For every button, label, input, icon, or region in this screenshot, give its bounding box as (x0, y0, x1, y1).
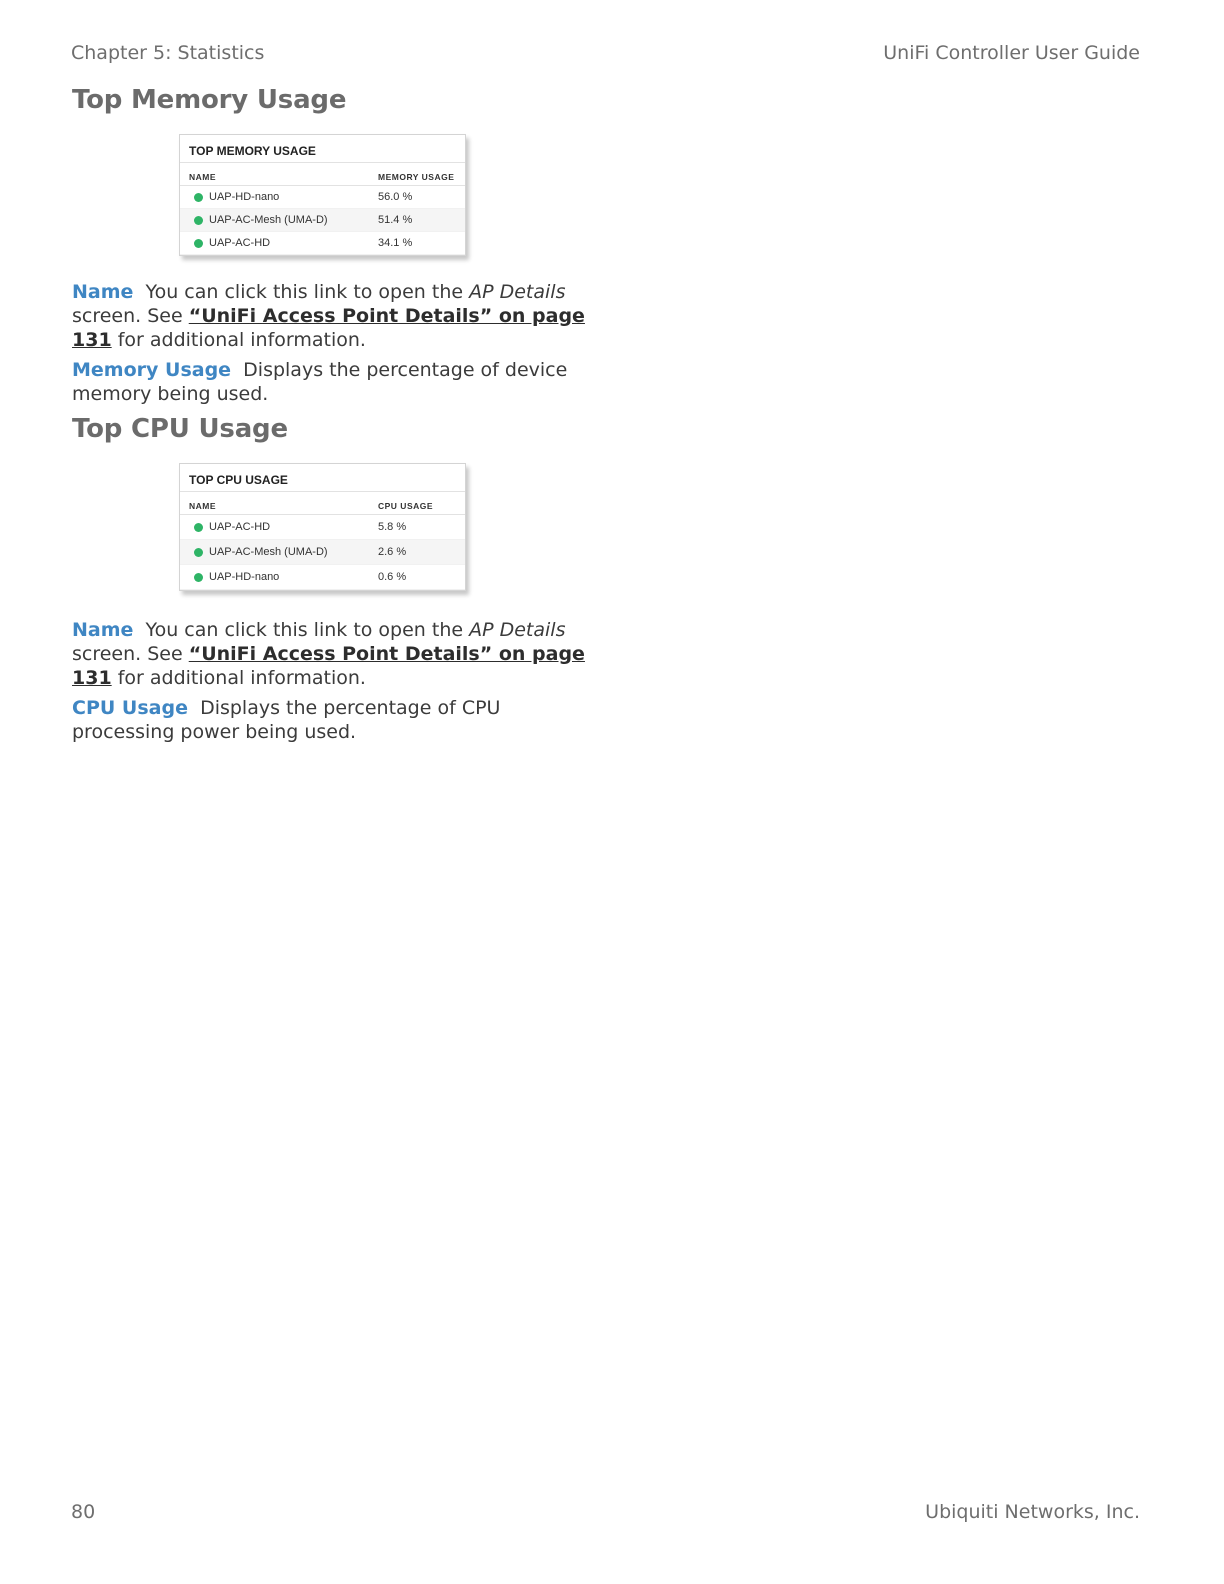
column-header-name: NAME (189, 172, 217, 182)
device-name-link[interactable]: UAP-AC-HD (209, 521, 271, 533)
description-text: for additional information. (111, 667, 366, 689)
status-connected-icon (194, 239, 203, 248)
column-header-memory-usage: MEMORY USAGE (378, 172, 455, 182)
memory-usage-description (72, 358, 592, 406)
table-row[interactable] (180, 232, 465, 255)
ap-details-page-link[interactable]: “UniFi Access Point Details” on page 131 (72, 305, 585, 351)
widget-title: TOP CPU USAGE (180, 464, 465, 492)
widget-title: TOP MEMORY USAGE (180, 135, 465, 163)
memory-usage-value: 34.1 % (378, 237, 413, 249)
column-header-cpu-usage: CPU USAGE (378, 501, 434, 511)
table-row[interactable] (180, 209, 465, 232)
name-field-description (72, 280, 592, 352)
description-text: for additional information. (111, 329, 366, 351)
page-number: 80 (71, 1501, 96, 1523)
description-text: Displays the percentage of CPU processing power being used. (72, 697, 501, 743)
cpu-usage-value: 5.8 % (378, 521, 407, 533)
description-text: You can click this link to open the (145, 619, 470, 641)
description-text: You can click this link to open the (145, 281, 470, 303)
ap-details-italic: AP Details (469, 281, 566, 303)
memory-usage-value: 56.0 % (378, 191, 413, 203)
cpu-section-title: Top CPU Usage (72, 414, 288, 444)
device-name-link[interactable]: UAP-HD-nano (209, 191, 280, 203)
memory-usage-value: 51.4 % (378, 214, 413, 226)
status-connected-icon (194, 573, 203, 582)
widget-column-headers (180, 163, 465, 186)
device-name-link[interactable]: UAP-AC-HD (209, 237, 271, 249)
status-connected-icon (194, 523, 203, 532)
table-row[interactable] (180, 540, 465, 565)
cpu-usage-value: 0.6 % (378, 571, 407, 583)
description-text: screen. See (72, 305, 189, 327)
description-text: screen. See (72, 643, 189, 665)
column-header-name: NAME (189, 501, 217, 511)
memory-section-title: Top Memory Usage (72, 85, 347, 115)
top-cpu-usage-widget (179, 463, 466, 591)
footer-company: Ubiquiti Networks, Inc. (925, 1501, 1140, 1523)
running-head-guide-title: UniFi Controller User Guide (883, 42, 1140, 64)
table-row[interactable] (180, 515, 465, 540)
status-connected-icon (194, 548, 203, 557)
cpu-usage-value: 2.6 % (378, 546, 407, 558)
device-name-link[interactable]: UAP-AC-Mesh (UMA-D) (209, 546, 328, 558)
status-connected-icon (194, 216, 203, 225)
term-memory-usage: Memory Usage (72, 359, 232, 381)
top-memory-usage-widget (179, 134, 466, 256)
device-name-link[interactable]: UAP-HD-nano (209, 571, 280, 583)
description-text: Displays the percentage of device memory being used. (72, 359, 568, 405)
term-name: Name (72, 281, 134, 303)
cpu-usage-description (72, 696, 592, 744)
table-row[interactable] (180, 186, 465, 209)
ap-details-page-link[interactable]: “UniFi Access Point Details” on page 131 (72, 643, 585, 689)
device-name-link[interactable]: UAP-AC-Mesh (UMA-D) (209, 214, 328, 226)
ap-details-italic: AP Details (469, 619, 566, 641)
term-name: Name (72, 619, 134, 641)
running-head-chapter: Chapter 5: Statistics (71, 42, 265, 64)
widget-column-headers (180, 492, 465, 515)
status-connected-icon (194, 193, 203, 202)
name-field-description (72, 618, 592, 690)
term-cpu-usage: CPU Usage (72, 697, 188, 719)
table-row[interactable] (180, 565, 465, 590)
